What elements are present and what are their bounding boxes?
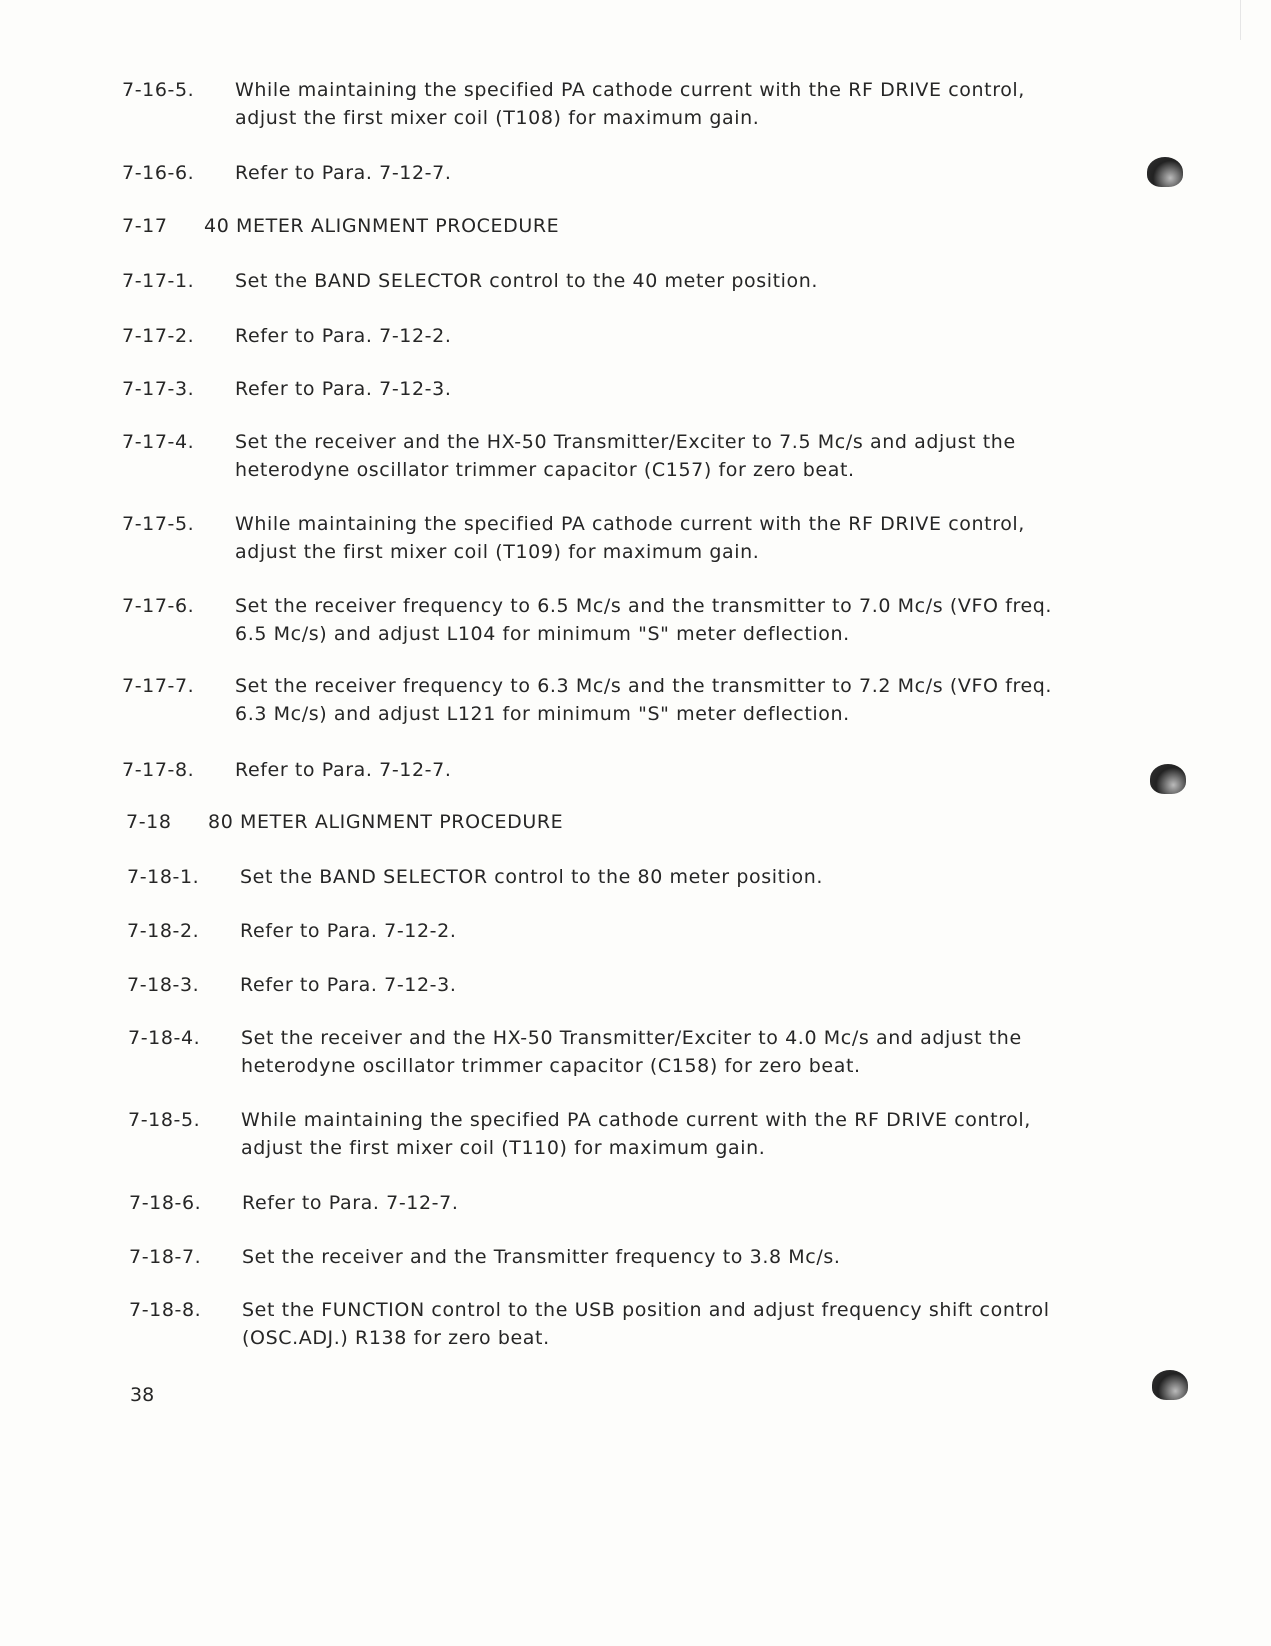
paragraph-number: 7-17-6. — [122, 595, 195, 617]
paragraph-text: Refer to Para. 7-12-7. — [235, 759, 452, 781]
paragraph-text: Refer to Para. 7-12-3. — [235, 378, 452, 400]
paragraph-text: Set the BAND SELECTOR control to the 80 meter position. — [240, 866, 824, 888]
paragraph-number: 7-18-5. — [128, 1109, 201, 1131]
paragraph-number: 7-18-6. — [129, 1192, 202, 1214]
paragraph-text: Set the receiver frequency to 6.3 Mc/s and the transmitter to 7.2 Mc/s (VFO freq. 6.3 Mc/s) and adjust L121 for minimum "S" meter deflection. — [235, 675, 1053, 725]
paragraph-number: 7-18-1. — [127, 866, 200, 888]
paragraph-number: 7-18-8. — [129, 1299, 202, 1321]
paragraph-text: Set the receiver and the Transmitter frequency to 3.8 Mc/s. — [242, 1246, 841, 1268]
paragraph-text: Set the receiver and the HX-50 Transmitter/Exciter to 7.5 Mc/s and adjust the heterodyne oscillator trimmer capacitor (C157) for zero beat. — [235, 431, 1016, 481]
paragraph-text: Set the receiver and the HX-50 Transmitter/Exciter to 4.0 Mc/s and adjust the heterodyne oscillator trimmer capacitor (C158) for zero beat. — [241, 1027, 1022, 1077]
paragraph-number: 7-18-2. — [127, 920, 200, 942]
paragraph-number: 7-16-6. — [122, 162, 195, 184]
section-title: 40 METER ALIGNMENT PROCEDURE — [204, 215, 560, 237]
page-edge — [1240, 0, 1271, 40]
paragraph-text: Refer to Para. 7-12-2. — [235, 325, 452, 347]
paragraph-number: 7-18-4. — [128, 1027, 201, 1049]
section-number: 7-17 — [122, 215, 168, 237]
paragraph-text: Set the receiver frequency to 6.5 Mc/s and the transmitter to 7.0 Mc/s (VFO freq. 6.5 Mc/s) and adjust L104 for minimum "S" meter deflection. — [235, 595, 1053, 645]
paragraph-text: Refer to Para. 7-12-2. — [240, 920, 457, 942]
paragraph-number: 7-17-4. — [122, 431, 195, 453]
paragraph-text: Refer to Para. 7-12-3. — [240, 974, 457, 996]
section-title: 80 METER ALIGNMENT PROCEDURE — [208, 811, 564, 833]
paragraph-text: Refer to Para. 7-12-7. — [242, 1192, 459, 1214]
paragraph-text: While maintaining the specified PA cathode current with the RF DRIVE control, adjust the first mixer coil (T110) for maximum gain. — [241, 1109, 1031, 1159]
paragraph-number: 7-17-5. — [122, 513, 195, 535]
paragraph-number: 7-17-7. — [122, 675, 195, 697]
paragraph-text: Set the FUNCTION control to the USB position and adjust frequency shift control (OSC.ADJ.) R138 for zero beat. — [242, 1299, 1050, 1349]
punch-hole-icon — [1152, 1370, 1188, 1400]
paragraph-number: 7-18-3. — [127, 974, 200, 996]
paragraph-number: 7-16-5. — [122, 79, 195, 101]
paragraph-text: Set the BAND SELECTOR control to the 40 meter position. — [235, 270, 819, 292]
paragraph-number: 7-17-8. — [122, 759, 195, 781]
paragraph-text: Refer to Para. 7-12-7. — [235, 162, 452, 184]
section-number: 7-18 — [126, 811, 172, 833]
paragraph-number: 7-18-7. — [129, 1246, 202, 1268]
paragraph-number: 7-17-2. — [122, 325, 195, 347]
punch-hole-icon — [1150, 764, 1186, 794]
punch-hole-icon — [1147, 157, 1183, 187]
paragraph-text: While maintaining the specified PA cathode current with the RF DRIVE control, adjust the first mixer coil (T108) for maximum gain. — [235, 79, 1025, 129]
page-number: 38 — [130, 1384, 155, 1406]
paragraph-number: 7-17-1. — [122, 270, 195, 292]
paragraph-text: While maintaining the specified PA cathode current with the RF DRIVE control, adjust the first mixer coil (T109) for maximum gain. — [235, 513, 1025, 563]
paragraph-number: 7-17-3. — [122, 378, 195, 400]
